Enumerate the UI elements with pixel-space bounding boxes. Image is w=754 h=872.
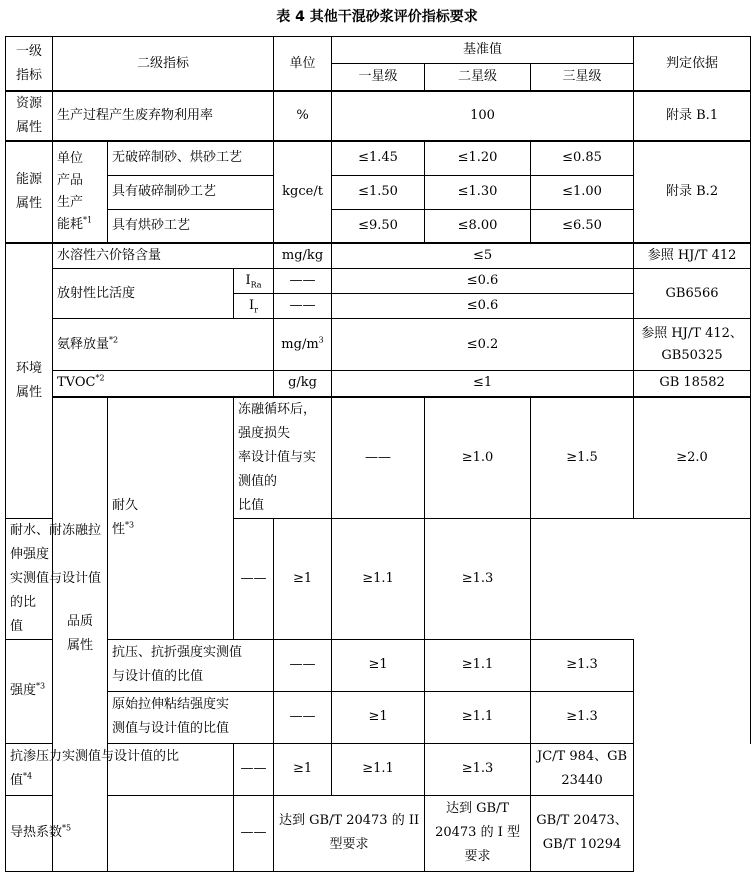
symbol-sub: Ra (250, 280, 262, 290)
item-cell: 原始拉伸粘结强度实 测值与设计值的比值 (108, 691, 274, 743)
category-resource: 资源 属性 (6, 91, 53, 141)
value-cell: 达到 GB/T 20473 的 II 型要求 (274, 795, 425, 871)
header-star2: 二星级 (425, 64, 531, 92)
value-cell: ≥1.3 (531, 639, 634, 691)
basis-cell: 参照 HJ/T 412、 GB50325 (634, 319, 751, 371)
symbol-sub: r (254, 305, 258, 315)
item-cell: 具有烘砂工艺 (108, 209, 274, 243)
table-row (6, 269, 751, 294)
item-cell: 无破碎制砂、烘砂工艺 (108, 141, 274, 175)
item-cell: 水溶性六价铬含量 (53, 243, 274, 269)
basis-cell: JC/T 984、GB 23440 (531, 743, 634, 795)
footnote-mark: *3 (36, 681, 46, 691)
category-environment: 环境 属性 (6, 243, 53, 518)
basis-cell: 附录 B.1 (634, 91, 751, 141)
value-cell: ≤8.00 (425, 209, 531, 243)
category-quality: 品质 属性 (53, 397, 108, 872)
value-cell: ≥1 (332, 639, 425, 691)
item-cell: 具有破碎制砂工艺 (108, 175, 274, 209)
basis-cell: GB6566 (634, 269, 751, 319)
energy-group-cell (53, 141, 108, 243)
value-cell: ≤9.50 (332, 209, 425, 243)
unit-cell: —— (234, 743, 274, 795)
value-cell: ≥2.0 (634, 397, 751, 519)
value-cell: 达到 GB/T 20473 的 I 型 要求 (425, 795, 531, 871)
unit-cell: —— (234, 518, 274, 639)
energy-group-label: 单位 产品 生产 能耗 (57, 151, 84, 232)
value-cell: ≤6.50 (531, 209, 634, 243)
table-row (6, 691, 751, 743)
symbol-base: I (245, 273, 251, 288)
table-row (6, 639, 751, 691)
header-level2: 二级指标 (53, 37, 274, 92)
group-label: 强度 (10, 683, 37, 698)
unit-cell (274, 319, 332, 371)
basis-cell: 参照 HJ/T 412 (634, 243, 751, 269)
value-cell: ≥1.1 (425, 639, 531, 691)
header-baseline: 基准值 (332, 37, 634, 64)
unit-cell: mg/kg (274, 243, 332, 269)
durability-group-cell (108, 397, 234, 640)
value-cell: ≥1.3 (425, 743, 531, 795)
value-cell: ≤1.50 (332, 175, 425, 209)
unit-cell: —— (274, 269, 332, 294)
value-cell: ≤0.6 (332, 269, 634, 294)
radio-sub-ira (234, 269, 274, 294)
table-row (6, 141, 751, 175)
header-level1: 一级 指标 (6, 37, 53, 92)
strength-group-cell (6, 639, 53, 743)
table-row (6, 371, 751, 397)
unit-cell: kgce/t (274, 141, 332, 243)
evaluation-table (5, 36, 751, 872)
value-cell: ≤5 (332, 243, 634, 269)
item-cell (6, 795, 234, 871)
unit-cell: % (274, 91, 332, 141)
value-cell: ≤0.2 (332, 319, 634, 371)
value-cell: ≥1 (274, 518, 332, 639)
group-label: 耐久 性 (112, 498, 139, 537)
unit-cell: —— (332, 397, 425, 519)
footnote-mark: *4 (23, 771, 33, 781)
value-cell: ≥1.3 (425, 518, 531, 639)
table-row (6, 91, 751, 141)
item-cell (53, 371, 274, 397)
value-cell: ≥1.1 (425, 691, 531, 743)
footnote-mark: *2 (109, 335, 119, 345)
value-cell: ≤1.20 (425, 141, 531, 175)
basis-cell: GB/T 20473、 GB/T 10294 (531, 795, 634, 871)
item-cell: 放射性比活度 (53, 269, 234, 319)
value-cell: ≥1.5 (531, 397, 634, 519)
value-cell: ≥1.0 (425, 397, 531, 519)
table-row (6, 243, 751, 269)
header-row-1 (6, 37, 751, 64)
footnote-mark: *5 (62, 823, 72, 833)
value-cell: ≥1 (332, 691, 425, 743)
table-row (6, 795, 751, 871)
footnote-mark: *2 (95, 373, 105, 383)
item-cell: 生产过程产生废弃物利用率 (53, 91, 274, 141)
value-cell: ≥1.1 (332, 518, 425, 639)
unit-cell: —— (274, 639, 332, 691)
value-cell: ≤0.85 (531, 141, 634, 175)
header-star1: 一星级 (332, 64, 425, 92)
header-basis: 判定依据 (634, 37, 751, 92)
unit-cell: g/kg (274, 371, 332, 397)
item-cell (53, 319, 274, 371)
unit-cell: —— (234, 795, 274, 871)
unit-base: mg/m (281, 336, 319, 352)
item-label: TVOC (57, 375, 96, 391)
unit-cell: —— (274, 294, 332, 319)
radio-sub-ir (234, 294, 274, 319)
value-cell: 100 (332, 91, 634, 141)
basis-cell: 附录 B.2 (634, 141, 751, 243)
category-energy: 能源 属性 (6, 141, 53, 243)
footnote-mark: *3 (125, 520, 135, 530)
value-cell: ≤1.30 (425, 175, 531, 209)
item-cell: 耐水、耐冻融拉伸强度 实测值与设计值的比 值 (6, 518, 108, 639)
unit-cell: —— (274, 691, 332, 743)
item-label: 导热系数 (10, 825, 63, 840)
table-title: 表 4 其他干混砂浆评价指标要求 (276, 9, 478, 25)
value-cell: ≥1.3 (531, 691, 634, 743)
value-cell: ≤0.6 (332, 294, 634, 319)
item-label: 抗渗压力实测值与设计值的比 值 (10, 749, 180, 788)
value-cell: ≤1.45 (332, 141, 425, 175)
table-row (6, 743, 751, 795)
unit-sup: 3 (318, 335, 324, 345)
footnote-mark: *1 (83, 215, 93, 225)
table-row (6, 397, 751, 519)
table-row (6, 319, 751, 371)
header-star3: 三星级 (531, 64, 634, 92)
value-cell: ≤1 (332, 371, 634, 397)
basis-cell: GB 18582 (634, 371, 751, 397)
value-cell: ≤1.00 (531, 175, 634, 209)
symbol-base: I (249, 298, 255, 313)
value-cell: ≥1.1 (332, 743, 425, 795)
header-unit: 单位 (274, 37, 332, 92)
item-cell: 冻融循环后，强度损失 率设计值与实测值的 比值 (234, 397, 332, 519)
value-cell: ≥1 (274, 743, 332, 795)
item-cell (6, 743, 234, 795)
item-cell: 抗压、抗折强度实测值 与设计值的比值 (108, 639, 274, 691)
item-label: 氨释放量 (57, 336, 110, 352)
